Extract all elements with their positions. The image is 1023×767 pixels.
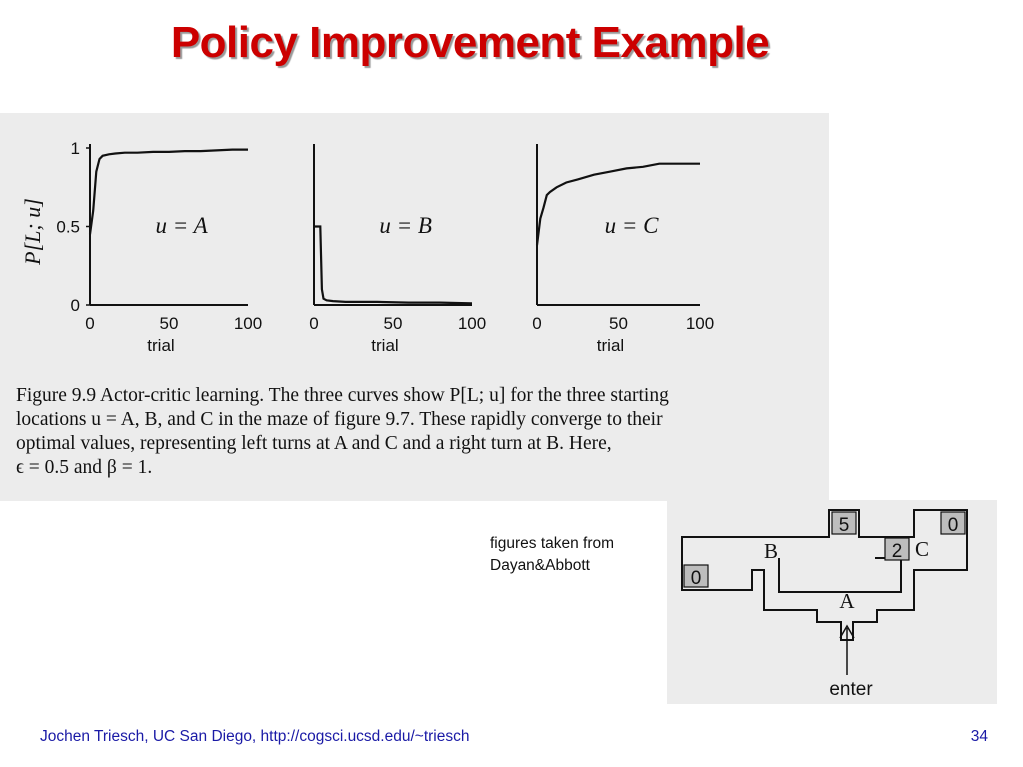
chart-2-title: u = B bbox=[379, 213, 432, 238]
chart-2-x-tick-2: 100 bbox=[457, 314, 487, 333]
chart-1-x-tick-0: 0 bbox=[85, 314, 95, 333]
chart-1-y-label: P[L; u] bbox=[20, 198, 45, 265]
actor-critic-charts bbox=[0, 113, 829, 393]
location-a: A bbox=[839, 589, 855, 613]
reward-0-left: 0 bbox=[690, 568, 702, 589]
page-number: 34 bbox=[970, 728, 988, 745]
chart-1-y-tick-1: 0.5 bbox=[56, 217, 80, 237]
caption-line-3: optimal values, representing left turns at A and C and a right turn at B. Here, bbox=[16, 433, 612, 454]
chart-1-y-tick-2: 1 bbox=[70, 139, 80, 158]
location-b: B bbox=[763, 539, 779, 563]
source-line-2: Dayan&Abbott bbox=[490, 557, 590, 574]
chart-3-title: u = C bbox=[604, 213, 659, 238]
footer-credit: Jochen Triesch, UC San Diego, http://cogsci.ucsd.edu/~triesch bbox=[40, 728, 470, 745]
reward-2: 2 bbox=[891, 541, 903, 562]
maze-outline bbox=[682, 510, 967, 640]
chart-1-x-label: trial bbox=[147, 336, 175, 355]
chart-2-series-0-line bbox=[314, 227, 472, 304]
chart-1-title: u = A bbox=[155, 213, 208, 238]
maze-inner-wall bbox=[779, 558, 901, 592]
chart-3-x-tick-2: 100 bbox=[685, 314, 715, 333]
figure-scan bbox=[0, 113, 829, 501]
slide-title: Policy Improvement Example bbox=[170, 18, 770, 67]
enter-label: enter bbox=[829, 679, 873, 700]
chart-3-x-tick-0: 0 bbox=[532, 314, 542, 333]
maze-diagram bbox=[667, 500, 997, 704]
chart-3-x-label: trial bbox=[596, 336, 625, 355]
source-line-1: figures taken from bbox=[490, 535, 615, 552]
reward-5: 5 bbox=[838, 515, 850, 536]
caption-line-1: Figure 9.9 Actor-critic learning. The three curves show P[L; u] for the three starting bbox=[16, 385, 669, 406]
chart-2-x-label: trial bbox=[371, 336, 399, 355]
chart-1-y-tick-0: 0 bbox=[70, 296, 80, 315]
location-c: C bbox=[914, 537, 930, 561]
figure-caption bbox=[16, 384, 821, 480]
reward-0-right: 0 bbox=[947, 515, 959, 536]
caption-line-2: locations u = A, B, and C in the maze of figure 9.7. These rapidly converge to their bbox=[16, 409, 663, 430]
chart-2-x-tick-1: 50 bbox=[383, 314, 403, 333]
caption-line-4: ϵ = 0.5 and β = 1. bbox=[16, 457, 153, 478]
source-note bbox=[490, 533, 660, 577]
chart-1-x-tick-2: 100 bbox=[233, 314, 263, 333]
maze-figure bbox=[667, 500, 997, 704]
chart-1-x-tick-1: 50 bbox=[159, 314, 179, 333]
chart-3-x-tick-1: 50 bbox=[609, 314, 628, 333]
chart-2-x-tick-0: 0 bbox=[309, 314, 319, 333]
